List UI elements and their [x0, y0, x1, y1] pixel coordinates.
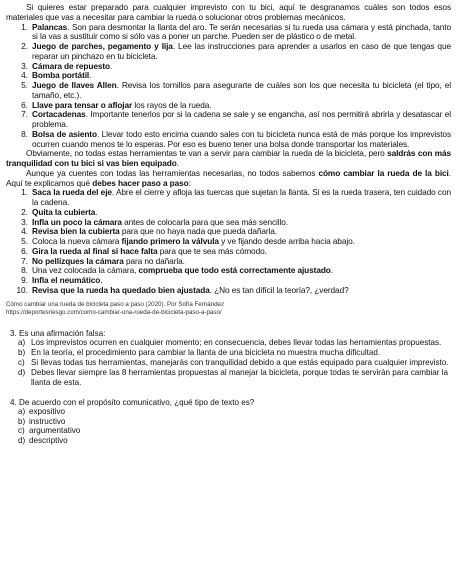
option-text: Si llevas todas tus herramientas, manejarás con tranquilidad debido a que estás equipado para cualquier imprevisto.: [31, 358, 449, 368]
intro-3-b: cómo cambiar la rueda de la bici: [318, 167, 449, 178]
answer-option: [18, 348, 451, 357]
material-name: Juego de llaves Allen: [32, 80, 117, 90]
material-desc: . Revisa los tornillos para asegurarte de cuáles son los que necesita tu bicicleta (el tipo, el tamaño, etc.).: [32, 80, 451, 100]
step-text: y ve fijando desde arriba hacia abajo.: [218, 236, 355, 246]
step-text: .: [95, 206, 98, 217]
question-q4: [6, 398, 451, 445]
step-item: [30, 188, 451, 208]
material-name: Bolsa de asiento: [32, 128, 97, 139]
step-emphasis: No pellizques la cámara: [32, 255, 124, 266]
intro-paragraph-2: [6, 149, 451, 169]
intro-2-c: .: [176, 158, 179, 168]
material-name: Bomba portátil: [32, 70, 90, 81]
question-prompt: 4. De acuerdo con el propósito comunicativo, ¿qué tipo de texto es?: [10, 397, 255, 407]
intro-2-a: Obviamente, no todas estas herramientas te van a servir para cambiar la rueda de la bicicleta, pero: [26, 148, 388, 159]
option-label: a): [18, 338, 26, 348]
step-emphasis: Revisa bien la cubierta: [32, 226, 120, 237]
step-text: Una vez colocada la cámara,: [32, 265, 139, 276]
intro-paragraph-1: Si quieres estar preparado para cualquier imprevisto con tu bici, aquí te desgranamos cuáles son todos esos materiales que vas a necesitar para cambiar la rueda o solucionar otros problemas mecánicos.: [6, 2, 451, 22]
intro-paragraph-3: [6, 169, 451, 189]
material-name: Palancas: [32, 21, 68, 32]
source-citation: [6, 301, 451, 317]
material-name: Llave para tensar o aflojar: [32, 99, 133, 110]
material-desc: . Importante tenerlos por si la cadena se sale y se engancha, así nos permitirá abrirla y desatascar el problema.: [32, 109, 451, 129]
answer-option: [18, 338, 451, 347]
option-text: Los imprevistos ocurren en cualquier momento; en consecuencia, debes llevar todas las herramientas propuestas.: [31, 338, 442, 348]
answer-option: [18, 407, 451, 416]
intro-3-d: debes hacer paso a paso: [92, 177, 189, 188]
step-emphasis: Infla un poco la cámara: [32, 216, 122, 227]
answer-option: [18, 417, 451, 426]
material-desc: . Son para desmontar la llanta del aro. Te serán necesarias si tu rueda usa cámara y está pinchada, tanto si la vas a sustituir como si sólo vas a poner un parche. Pueden ser de plástico o de metal.: [32, 21, 451, 42]
question-q3: [6, 329, 451, 387]
step-item: [30, 286, 451, 296]
option-text: argumentativo: [29, 426, 81, 436]
answer-option: [18, 436, 451, 445]
material-item: [30, 81, 451, 101]
option-label: c): [18, 358, 25, 368]
step-text: .: [330, 265, 333, 276]
option-text: En la teoría, el procedimiento para cambiar la llanta de una bicicleta no muestra mucha dificultad.: [31, 348, 381, 358]
intro-3-c: . Aquí te explicamos qué: [6, 167, 451, 188]
intro-3-a: Aunque ya cuentes con todas las herramientas necesarias, no todos sabemos: [26, 167, 319, 178]
option-label: c): [18, 426, 25, 436]
step-text: para no dañarla.: [123, 255, 185, 266]
material-desc: los rayos de la rueda.: [132, 99, 212, 110]
material-item: [30, 42, 451, 62]
step-emphasis: fijando primero la válvula: [121, 236, 219, 246]
step-text: . Abre el cierre y afloja las tuercas que sujetan la llanta. Si es la rueda trasera, ten cuidado con la cadena.: [32, 187, 451, 207]
step-emphasis: Infla el neumático: [32, 275, 101, 285]
option-label: d): [18, 435, 26, 445]
step-emphasis: Revisa que la rueda ha quedado bien ajustada: [32, 284, 210, 295]
option-label: b): [18, 416, 26, 426]
material-desc: .: [89, 70, 92, 81]
material-desc: .: [109, 60, 113, 71]
option-text: descriptivo: [29, 435, 68, 445]
material-name: Juego de parches, pegamento y lija: [32, 41, 173, 51]
option-label: d): [18, 368, 26, 378]
question-prompt: 3. Es una afirmación falsa:: [10, 328, 106, 338]
materials-list: [6, 23, 451, 150]
option-text: Debes llevar siempre las 8 herramientas propuestas al manejar la bicicleta, porque todas te servirán para cambiar la llanta de esta.: [31, 368, 449, 387]
answer-option: [18, 426, 451, 435]
option-text: instructivo: [29, 416, 66, 426]
option-label: b): [18, 348, 26, 358]
material-name: Cámara de repuesto: [32, 60, 110, 71]
step-text: Coloca la nueva cámara: [32, 236, 122, 246]
intro-3-e: :: [188, 177, 191, 188]
questions-section: [6, 329, 451, 445]
step-text: antes de colocarla para que sea más sencillo.: [121, 216, 288, 227]
step-emphasis: Saca la rueda del eje: [32, 187, 112, 198]
source-title: Cómo cambiar una rueda de bicicleta paso a paso (2020). Por Sofía Fernández: [6, 300, 225, 308]
material-name: Cortacadenas: [32, 109, 86, 120]
step-text: para que no haya nada que pueda dañarla.: [119, 226, 277, 237]
intro-2-b: saldrás con más tranquilidad con tu bici si vas bien equipado: [6, 148, 452, 168]
material-desc: . Lee las instrucciones para aprender a usarlos en caso de que tengas que reparar un pinchazo en tu bicicleta.: [32, 41, 451, 61]
step-text: .: [100, 275, 103, 285]
source-url: https://deportesriesgo.com/como-cambiar-una-rueda-de-bicicleta-paso-a-paso/: [6, 308, 222, 316]
steps-list: [6, 188, 451, 295]
material-item: [30, 62, 451, 72]
step-emphasis: Quita la cubierta: [32, 206, 96, 217]
material-desc: . Llevar todo esto encima cuando sales con tu bicicleta nunca está de más porque los imprevistos ocurren cuando menos te lo esperas. Por eso es bueno tener una bolsa donde transportar los materiales.: [32, 128, 451, 149]
material-item: [30, 23, 451, 43]
step-text: para que te sea más cómodo.: [157, 245, 267, 256]
answer-option: [18, 368, 451, 387]
answer-option: [18, 358, 451, 367]
article: [6, 3, 451, 296]
step-text: . ¿No es tan difícil la teoría?, ¿verdad?: [209, 284, 349, 295]
material-item: [30, 110, 451, 130]
option-label: a): [18, 407, 26, 417]
step-emphasis: Gira la rueda al final si hace falta: [32, 245, 158, 256]
material-item: [30, 130, 451, 150]
step-emphasis: comprueba que todo está correctamente ajustado: [138, 265, 331, 276]
option-text: expositivo: [29, 407, 65, 417]
